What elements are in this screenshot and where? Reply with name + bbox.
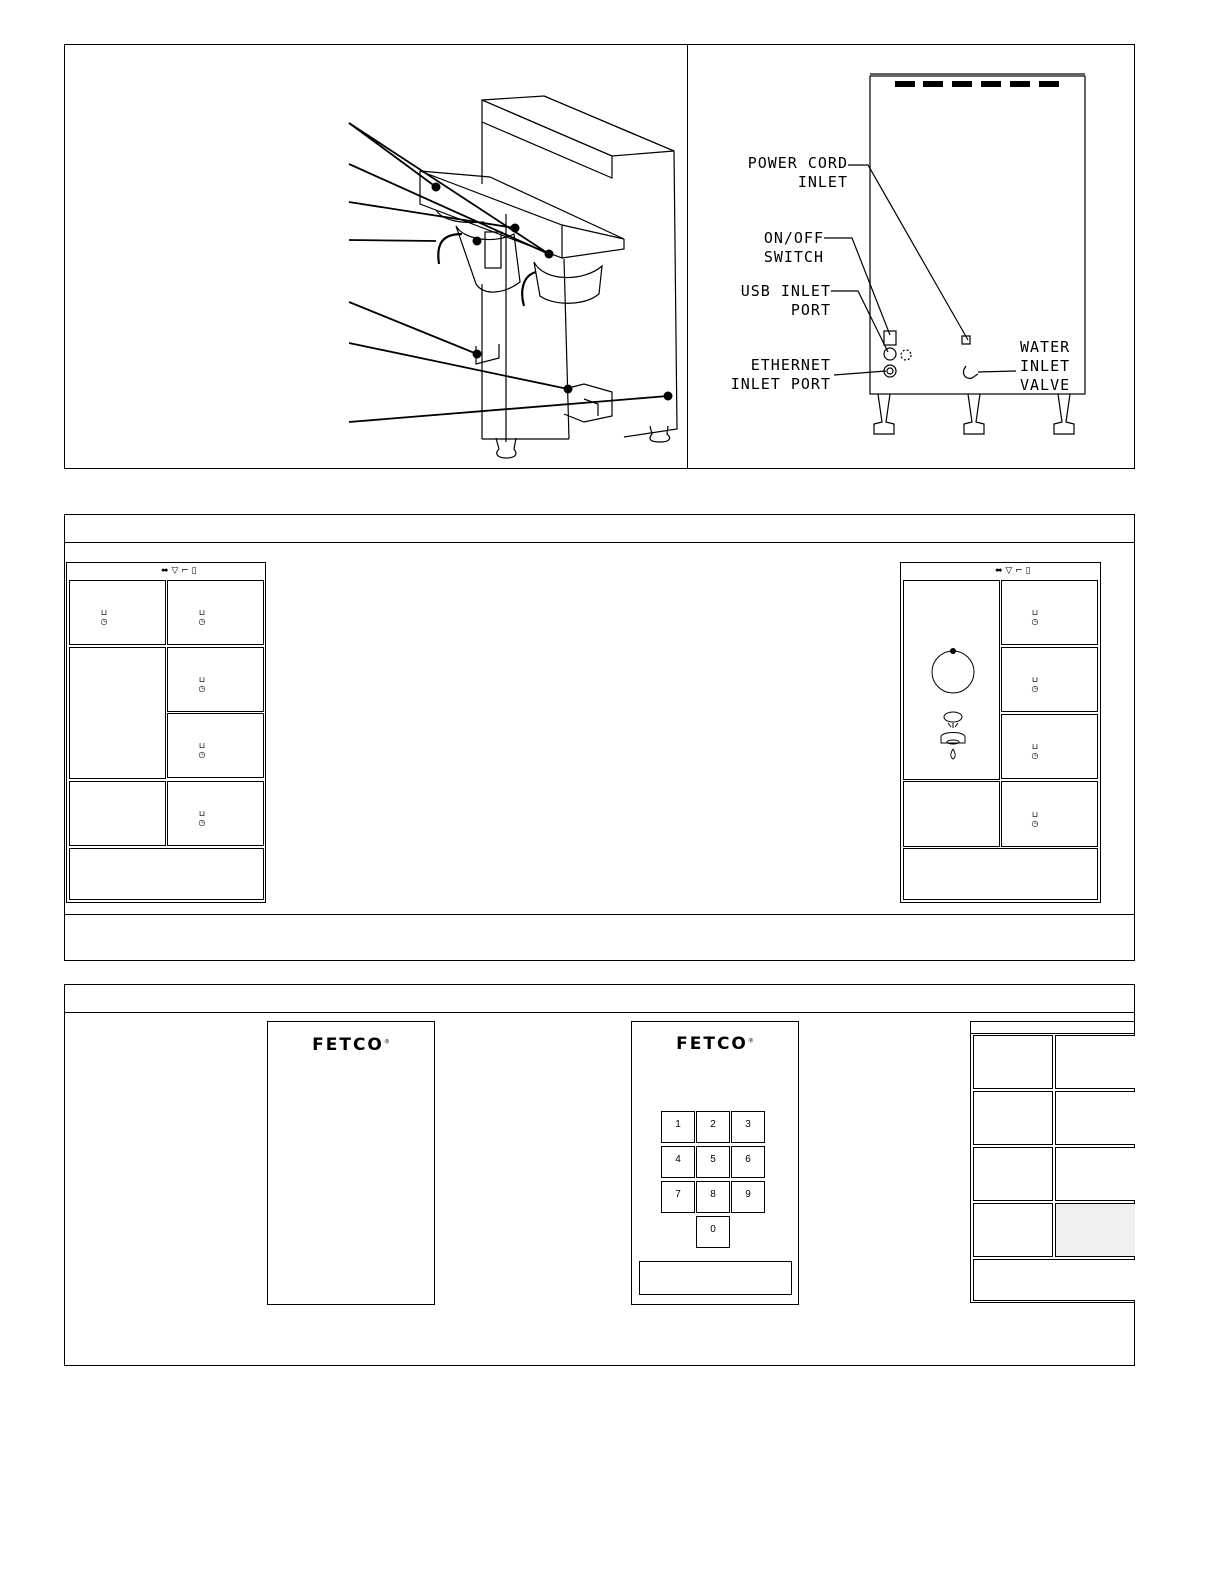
brew-progress-tile[interactable] [903, 580, 1000, 780]
timer-icon: ◷ [198, 684, 206, 693]
panel-header-rule [64, 542, 1135, 543]
keypad-key-8[interactable]: 8 [696, 1181, 730, 1213]
empty-tile[interactable] [69, 781, 166, 846]
brew-head-icon [938, 709, 968, 765]
timer-icon: ◷ [1031, 751, 1039, 760]
keypad-key-9[interactable]: 9 [731, 1181, 765, 1213]
splash-screen [267, 1021, 435, 1305]
carafe-icon: ⊔ [198, 675, 206, 684]
brewer-front-isometric-drawing [64, 44, 687, 469]
keypad-screen [631, 1021, 799, 1305]
empty-tile[interactable] [903, 781, 1000, 847]
menu-grid-top-rule [970, 1033, 1135, 1034]
menu-tile[interactable] [1055, 1147, 1135, 1201]
menu-tile[interactable] [973, 1147, 1053, 1201]
bottom-bar[interactable] [973, 1259, 1135, 1301]
bottom-bar[interactable] [69, 848, 264, 900]
brew-tile[interactable] [1001, 580, 1098, 645]
timer-icon: ◷ [198, 750, 206, 759]
menu-tile[interactable] [973, 1035, 1053, 1089]
carafe-icon: ⊔ [198, 608, 206, 617]
menu-tile[interactable] [1055, 1035, 1135, 1089]
panel-header-rule [64, 1012, 1135, 1013]
menu-tile[interactable] [973, 1203, 1053, 1257]
menu-grid-screen [970, 1021, 1135, 1305]
empty-tile[interactable] [69, 647, 166, 779]
usb-inlet-port-label: USB INLET PORT [740, 282, 831, 319]
brew-tile[interactable] [167, 647, 264, 712]
brew-tile[interactable] [167, 713, 264, 778]
menu-tile[interactable] [973, 1091, 1053, 1145]
power-cord-inlet-label: POWER CORD INLET [747, 154, 848, 191]
timer-icon: ◷ [198, 617, 206, 626]
carafe-icon: ⊔ [1031, 810, 1039, 819]
keypad-key-5[interactable]: 5 [696, 1146, 730, 1178]
fetco-logo: FETCO® [312, 1035, 390, 1055]
carafe-icon: ⊔ [198, 809, 206, 818]
keypad-key-2[interactable]: 2 [696, 1111, 730, 1143]
brew-progress-ring [930, 649, 976, 695]
keypad-key-3[interactable]: 3 [731, 1111, 765, 1143]
brew-tile[interactable] [167, 580, 264, 645]
menu-tile[interactable] [1055, 1091, 1135, 1145]
carafe-icon: ⊔ [100, 608, 108, 617]
keypad-key-7[interactable]: 7 [661, 1181, 695, 1213]
home-screen-single [66, 562, 266, 903]
keypad-key-0[interactable]: 0 [696, 1216, 730, 1248]
timer-icon: ◷ [1031, 617, 1039, 626]
home-screen-brewing [900, 562, 1101, 903]
bottom-bar[interactable] [903, 848, 1098, 900]
carafe-icon: ⊔ [1031, 742, 1039, 751]
timer-icon: ◷ [1031, 819, 1039, 828]
timer-icon: ◷ [198, 818, 206, 827]
on-off-switch-label: ON/OFF SWITCH [763, 229, 824, 266]
panel-footer-rule [64, 914, 1135, 915]
status-bar-icons: ⬌ ▽ ⌐ ▯ [161, 566, 197, 576]
brew-tile[interactable] [1001, 647, 1098, 712]
water-inlet-valve-label: WATER INLET VALVE [1020, 338, 1071, 394]
ethernet-inlet-port-label: ETHERNET INLET PORT [730, 356, 831, 393]
fetco-logo: FETCO® [676, 1034, 754, 1054]
brew-tile[interactable] [69, 580, 166, 645]
keypad-key-4[interactable]: 4 [661, 1146, 695, 1178]
keypad-key-1[interactable]: 1 [661, 1111, 695, 1143]
pin-entry-field[interactable] [639, 1261, 792, 1295]
brew-tile[interactable] [167, 781, 264, 846]
carafe-icon: ⊔ [1031, 608, 1039, 617]
brew-tile[interactable] [1001, 714, 1098, 779]
carafe-icon: ⊔ [198, 741, 206, 750]
brew-tile[interactable] [1001, 781, 1098, 847]
keypad-key-6[interactable]: 6 [731, 1146, 765, 1178]
timer-icon: ◷ [100, 617, 108, 626]
timer-icon: ◷ [1031, 684, 1039, 693]
status-bar-icons: ⬌ ▽ ⌐ ▯ [995, 566, 1031, 576]
menu-tile-selected[interactable] [1055, 1203, 1135, 1257]
carafe-icon: ⊔ [1031, 675, 1039, 684]
